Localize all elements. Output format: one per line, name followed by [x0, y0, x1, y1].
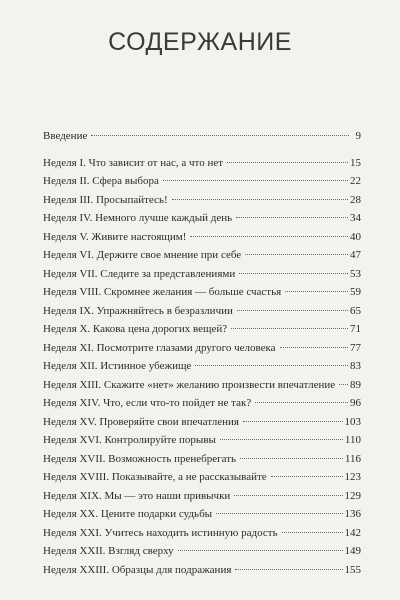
- dot-leader: [227, 162, 348, 163]
- toc-entry-page-number: 116: [344, 452, 361, 465]
- toc-entry: [43, 320, 361, 339]
- dot-leader: [282, 532, 343, 533]
- toc-entry: [43, 487, 361, 506]
- toc-entry: [43, 265, 361, 284]
- toc-entry-page-number: 142: [344, 526, 361, 539]
- toc-entry-page-number: 89: [350, 378, 361, 391]
- toc-entry-label: Неделя XXI. Учитесь находить истинную радость: [43, 526, 278, 539]
- toc-entry-label: Неделя XVI. Контролируйте порывы: [43, 434, 216, 446]
- toc-entry-label: Неделя XIV. Что, если что-то пойдет не так?: [43, 397, 252, 409]
- dot-leader: [220, 439, 343, 440]
- toc-entry: [43, 339, 361, 358]
- toc-entry-page-number: 103: [344, 415, 361, 428]
- toc-entry-page-number: 71: [350, 323, 361, 335]
- toc-entry-label: Введение: [43, 130, 88, 142]
- toc-entry-page-number: 96: [350, 397, 361, 409]
- dot-leader: [163, 180, 348, 181]
- toc-entry: [43, 246, 361, 265]
- dot-leader: [91, 135, 349, 136]
- dot-leader: [339, 384, 348, 385]
- toc-entry-page-number: 136: [344, 508, 361, 520]
- dot-leader: [195, 365, 348, 366]
- dot-leader: [172, 199, 348, 200]
- dot-leader: [240, 458, 343, 459]
- toc-entry-page-number: 15: [350, 156, 361, 169]
- toc-entry-label: Неделя IV. Немного лучше каждый день: [43, 212, 233, 224]
- toc-entry-page-number: 77: [350, 341, 361, 354]
- toc-entry-page-number: 40: [350, 230, 361, 243]
- toc-entry: [43, 561, 361, 580]
- toc-entry: [43, 524, 361, 543]
- toc-entry-label: Неделя XIX. Мы — это наши привычки: [43, 489, 231, 502]
- toc-entry: [43, 431, 361, 450]
- toc-entry-label: Неделя VII. Следите за представлениями: [43, 267, 236, 280]
- table-of-contents: [43, 127, 361, 579]
- page-title: СОДЕРЖАНИЕ: [108, 28, 292, 56]
- dot-leader: [178, 550, 343, 551]
- toc-entry-label: Неделя II. Сфера выбора: [43, 175, 159, 187]
- toc-entry-page-number: 83: [350, 360, 361, 372]
- dot-leader: [280, 347, 348, 348]
- toc-entry-label: Неделя XII. Истинное убежище: [43, 360, 192, 372]
- toc-entry-label: Неделя XVIII. Показывайте, а не рассказывайте: [43, 471, 267, 483]
- toc-entry-label: Неделя XXII. Взгляд сверху: [43, 545, 174, 557]
- dot-leader: [236, 217, 348, 218]
- toc-entry-label: Неделя XIII. Скажите «нет» желанию произвести впечатление: [43, 378, 336, 391]
- toc-entry-page-number: 155: [344, 563, 361, 576]
- toc-entry-label: Неделя XX. Цените подарки судьбы: [43, 508, 213, 520]
- toc-entry-page-number: 47: [350, 249, 361, 261]
- toc-entry-page-number: 123: [344, 471, 361, 483]
- dot-leader: [235, 569, 342, 570]
- toc-entry-label: Неделя XVII. Возможность пренебрегать: [43, 452, 237, 465]
- toc-entry-page-number: 9: [355, 130, 361, 142]
- dot-leader: [234, 495, 342, 496]
- toc-entry-page-number: 129: [344, 489, 361, 502]
- toc-entry-page-number: 22: [350, 175, 361, 187]
- toc-entry: [43, 376, 361, 395]
- toc-entry-label: Неделя I. Что зависит от нас, а что нет: [43, 156, 224, 169]
- toc-entry: [43, 283, 361, 302]
- dot-leader: [285, 291, 348, 292]
- toc-entry-label: Неделя IX. Упражняйтесь в безразличии: [43, 304, 233, 317]
- dot-leader: [231, 328, 348, 329]
- dot-leader: [255, 402, 348, 403]
- toc-entry: [43, 209, 361, 228]
- toc-entry-label: Неделя III. Просыпайтесь!: [43, 193, 168, 206]
- dot-leader: [239, 273, 348, 274]
- toc-entry: [43, 154, 361, 173]
- dot-leader: [190, 236, 348, 237]
- toc-entry: [43, 172, 361, 191]
- toc-entry: [43, 505, 361, 524]
- dot-leader: [243, 421, 343, 422]
- toc-entry: [43, 542, 361, 561]
- toc-entry: [43, 191, 361, 210]
- toc-entry-label: Неделя VIII. Скромнее желания — больше счастья: [43, 286, 282, 298]
- toc-entry-label: Неделя V. Живите настоящим!: [43, 230, 187, 243]
- toc-entry: [43, 468, 361, 487]
- toc-entry-page-number: 53: [350, 267, 361, 280]
- toc-entry-page-number: 149: [344, 545, 361, 557]
- toc-entry-label: Неделя VI. Держите свое мнение при себе: [43, 249, 242, 261]
- toc-entry: [43, 450, 361, 469]
- toc-entry-page-number: 59: [350, 286, 361, 298]
- toc-entry-introduction: [43, 127, 361, 146]
- toc-entry: [43, 413, 361, 432]
- toc-entry-label: Неделя XXIII. Образцы для подражания: [43, 563, 232, 576]
- toc-entry: [43, 302, 361, 321]
- toc-entry: [43, 394, 361, 413]
- toc-entry-page-number: 28: [350, 193, 361, 206]
- dot-leader: [216, 513, 342, 514]
- dot-leader: [237, 310, 348, 311]
- toc-entry-label: Неделя X. Какова цена дорогих вещей?: [43, 323, 228, 335]
- dot-leader: [271, 476, 343, 477]
- toc-entry: [43, 228, 361, 247]
- toc-entry-page-number: 65: [350, 304, 361, 317]
- toc-entry-label: Неделя XV. Проверяйте свои впечатления: [43, 415, 239, 428]
- toc-entry-label: Неделя XI. Посмотрите глазами другого человека: [43, 341, 276, 354]
- toc-entry-page-number: 110: [344, 434, 361, 446]
- toc-entry-page-number: 34: [350, 212, 361, 224]
- toc-entry: [43, 357, 361, 376]
- dot-leader: [245, 254, 348, 255]
